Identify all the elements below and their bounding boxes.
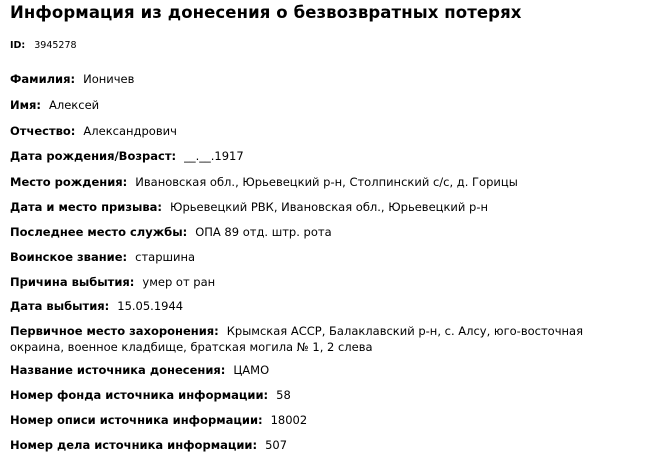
field-value: ЦАМО bbox=[233, 363, 270, 377]
field-value: Юрьевецкий РВК, Ивановская обл., Юрьевецкий р-н bbox=[170, 200, 489, 214]
field-birth-date bbox=[10, 148, 640, 164]
field-label: Первичное место захоронения: bbox=[10, 324, 219, 338]
field-departure-date bbox=[10, 298, 640, 314]
field-label: Название источника донесения: bbox=[10, 363, 226, 377]
field-value: Ионичев bbox=[83, 72, 135, 86]
field-label: Причина выбытия: bbox=[10, 275, 135, 289]
field-label: Отчество: bbox=[10, 124, 76, 138]
field-label: Номер фонда источника информации: bbox=[10, 388, 269, 402]
field-value: Алексей bbox=[49, 98, 100, 112]
field-value: старшина bbox=[135, 250, 196, 264]
field-value: 507 bbox=[265, 438, 288, 452]
field-value: Александрович bbox=[83, 124, 177, 138]
field-label: Номер дела источника информации: bbox=[10, 438, 258, 452]
field-label: Дата выбытия: bbox=[10, 299, 110, 313]
field-value: 15.05.1944 bbox=[117, 299, 184, 313]
field-value: 18002 bbox=[270, 413, 308, 427]
field-burial-place bbox=[10, 323, 640, 355]
record-id bbox=[10, 40, 77, 51]
field-source-name bbox=[10, 362, 640, 378]
field-last-name bbox=[10, 71, 640, 87]
field-value: Крымская АССР, Балаклавский р-н, с. Алсу, юго-восточная окраина, военное кладбище, братская могила № 1, 2 слева bbox=[10, 324, 583, 354]
field-inventory-number bbox=[10, 412, 640, 428]
field-conscription bbox=[10, 199, 640, 215]
field-label: Дата и место призыва: bbox=[10, 200, 163, 214]
field-reason bbox=[10, 274, 640, 290]
field-birth-place bbox=[10, 174, 640, 190]
field-last-service bbox=[10, 224, 640, 240]
field-label: Дата рождения/Возраст: bbox=[10, 149, 177, 163]
field-rank bbox=[10, 249, 640, 265]
field-patronymic bbox=[10, 123, 640, 139]
page-title: Информация из донесения о безвозвратных потерях bbox=[10, 3, 522, 22]
field-case-number bbox=[10, 437, 640, 453]
field-label: Воинское звание: bbox=[10, 250, 128, 264]
field-label: Последнее место службы: bbox=[10, 225, 188, 239]
field-fund-number bbox=[10, 387, 640, 403]
field-label: Место рождения: bbox=[10, 175, 128, 189]
field-value: 58 bbox=[276, 388, 291, 402]
field-label: Имя: bbox=[10, 98, 42, 112]
record-id-label: ID: bbox=[10, 40, 26, 51]
record-id-value: 3945278 bbox=[34, 40, 77, 51]
field-value: __.__.1917 bbox=[184, 149, 244, 163]
field-label: Номер описи источника информации: bbox=[10, 413, 263, 427]
field-first-name bbox=[10, 97, 640, 113]
field-value: умер от ран bbox=[142, 275, 216, 289]
field-value: Ивановская обл., Юрьевецкий р-н, Столпинский с/с, д. Горицы bbox=[135, 175, 518, 189]
field-value: ОПА 89 отд. штр. рота bbox=[195, 225, 332, 239]
field-label: Фамилия: bbox=[10, 72, 76, 86]
